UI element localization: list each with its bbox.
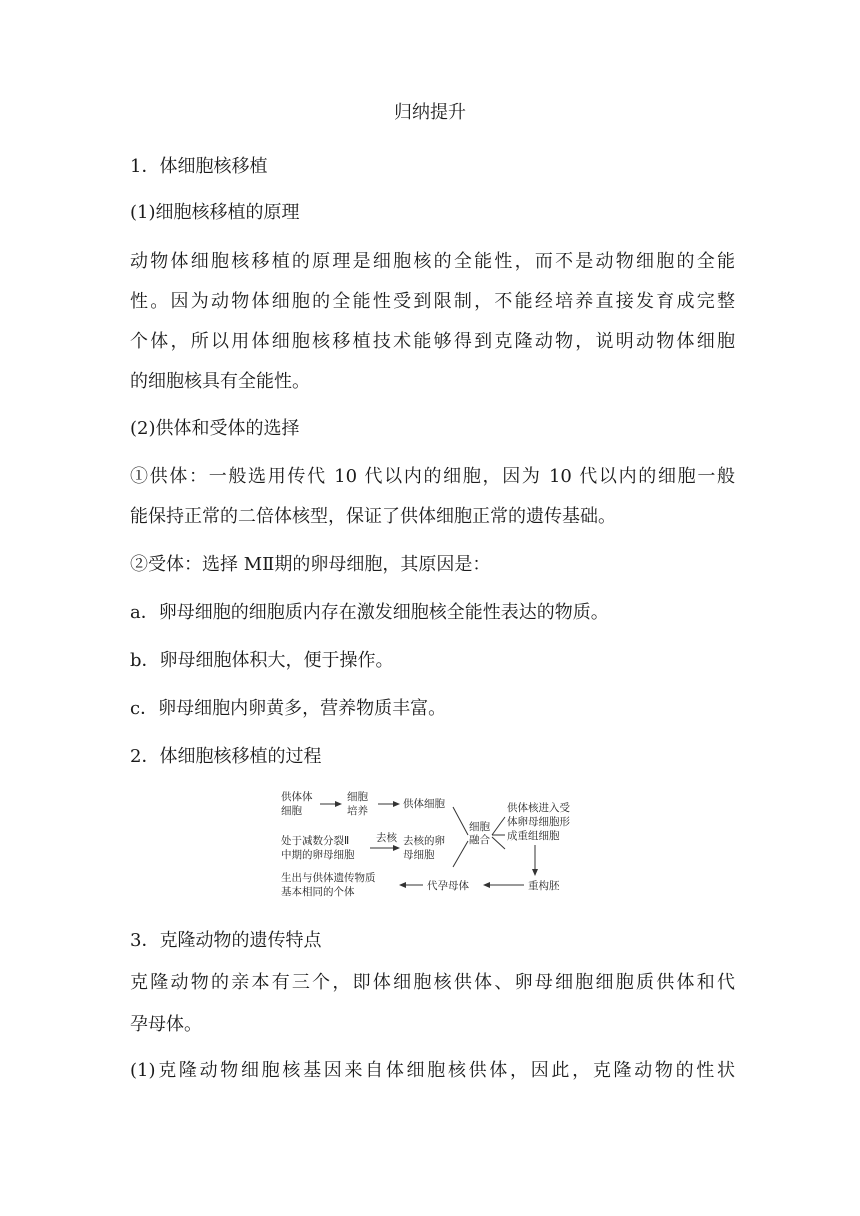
surrogate-label: 代孕母体 [427, 880, 469, 892]
offspring-label-2: 基本相同的个体 [281, 886, 355, 898]
enucleate-label: 去核 [376, 832, 397, 844]
enucleated-oocyte-label: 去核的卵 [403, 835, 445, 847]
paragraph-line: ①供体：一般选用传代 10 代以内的细胞，因为 10 代以内的细胞一般 [130, 466, 735, 487]
paragraph-line: 性。因为动物体细胞的全能性受到限制，不能经培养直接发育成完整 [130, 291, 735, 312]
paragraph-line: 克隆动物的亲本有三个，即体细胞核供体、卵母细胞细胞质供体和代 [130, 972, 735, 993]
oocyte-label: 处于减数分裂Ⅱ [281, 835, 350, 847]
paragraph-line: 个体，所以用体细胞核移植技术能够得到克隆动物，说明动物体细胞 [130, 331, 735, 352]
heading-3: 3．克隆动物的遗传特点 [130, 930, 322, 951]
paragraph-line: (1)克隆动物细胞核基因来自体细胞核供体，因此，克隆动物的性状 [130, 1060, 735, 1081]
result-label-2: 体卵母细胞形 [507, 816, 570, 828]
merge-line [453, 841, 468, 867]
paragraph-line: 能保持正常的二倍体核型，保证了供体细胞正常的遗传基础。 [130, 506, 616, 527]
donor-cell-label: 供体细胞 [403, 798, 445, 810]
result-label: 供体核进入受 [507, 802, 570, 814]
oocyte-label-2: 中期的卵母细胞 [281, 849, 355, 861]
heading-2: 2．体细胞核移植的过程 [130, 746, 322, 767]
enucleated-oocyte-label-2: 母细胞 [403, 849, 435, 861]
nuclear-transfer-flow-diagram [278, 787, 583, 902]
subheading-selection: (2)供体和受体的选择 [130, 418, 300, 439]
fusion-arrow-up [492, 817, 505, 835]
fusion-label: 细胞 [469, 821, 490, 833]
culture-label-2: 培养 [347, 805, 368, 817]
paragraph-line: ②受体：选择 MⅡ期的卵母细胞，其原因是： [130, 554, 491, 575]
subheading-principle: (1)细胞核移植的原理 [130, 202, 300, 223]
fusion-arrow-down [492, 837, 505, 849]
result-label-3: 成重组细胞 [507, 830, 560, 842]
list-item: a．卵母细胞的细胞质内存在激发细胞核全能性表达的物质。 [130, 602, 609, 623]
paragraph-line: 的细胞核具有全能性。 [130, 371, 310, 392]
offspring-label: 生出与供体遗传物质 [281, 872, 376, 884]
paragraph-line: 孕母体。 [130, 1014, 202, 1035]
culture-label: 细胞 [347, 791, 368, 803]
merge-line [453, 807, 468, 835]
embryo-label: 重构胚 [528, 880, 560, 892]
heading-1: 1．体细胞核移植 [130, 156, 268, 177]
donor-label: 供体体 [281, 791, 313, 803]
list-item: b．卵母细胞体积大，便于操作。 [130, 650, 394, 671]
paragraph-line: 动物体细胞核移植的原理是细胞核的全能性，而不是动物细胞的全能 [130, 251, 735, 272]
page-title: 归纳提升 [394, 102, 466, 123]
fusion-label-2: 融合 [469, 834, 490, 846]
list-item: c．卵母细胞内卵黄多，营养物质丰富。 [130, 698, 447, 719]
donor-label-2: 细胞 [281, 805, 302, 817]
